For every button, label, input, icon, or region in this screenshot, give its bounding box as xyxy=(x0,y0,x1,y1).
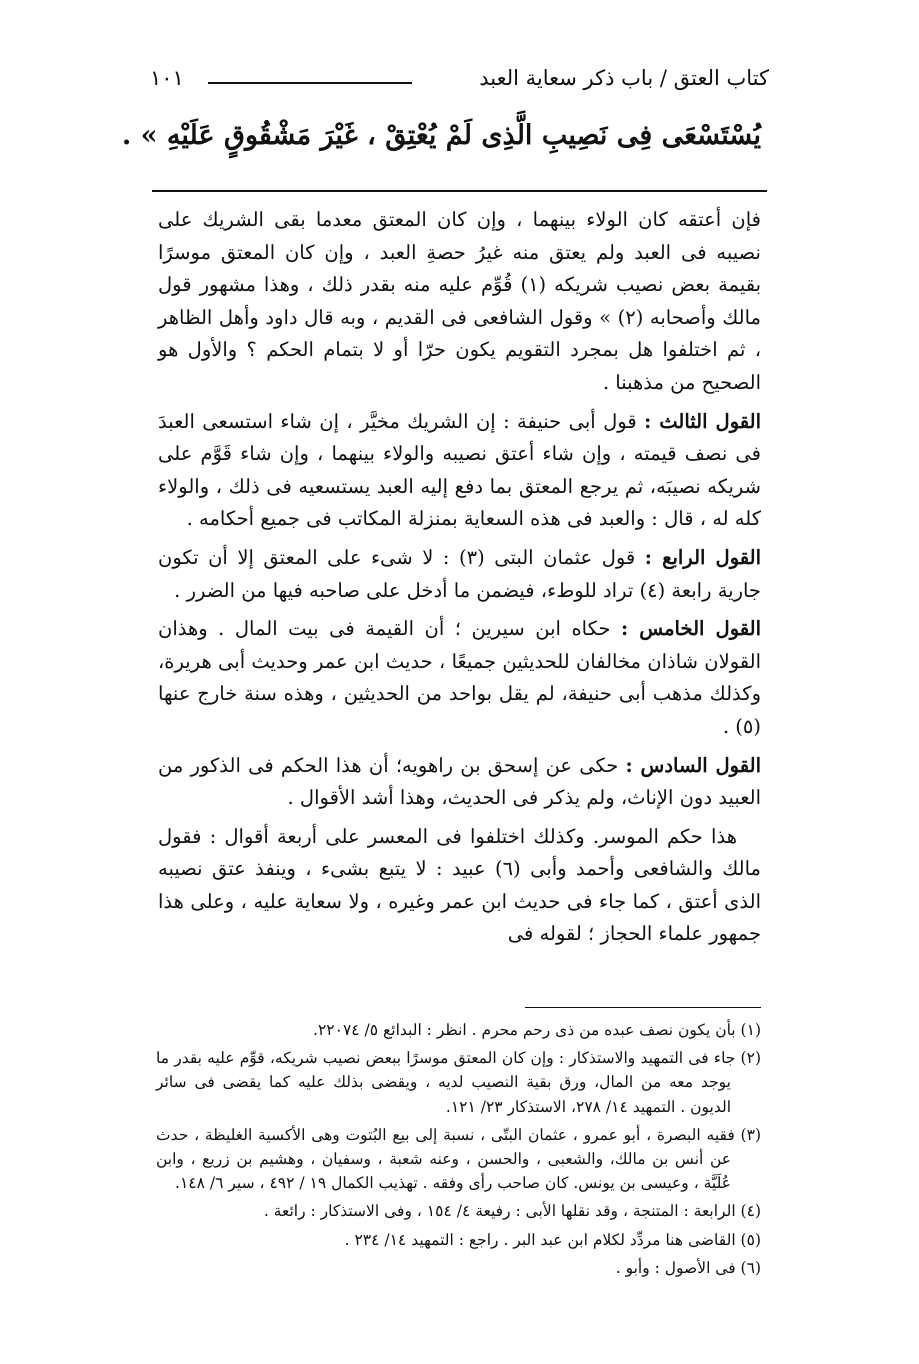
footnote-separator xyxy=(525,1007,761,1008)
paragraph xyxy=(158,406,761,536)
running-head: كتاب العتق / باب ذكر سعاية العبد xyxy=(479,66,769,90)
hadith-quote: يُسْتَسْعَى فِى نَصِيبِ الَّذِى لَمْ يُعْتِقْ ، غَيْرَ مَشْقُوقٍ عَلَيْهِ » . xyxy=(121,120,761,151)
footnote: (٥) القاضى هنا مردِّد لكلام ابن عبد البر . راجع : التمهيد ١٤/ ٢٣٤ . xyxy=(344,1230,761,1249)
paragraph xyxy=(158,204,761,400)
paragraph xyxy=(158,613,761,743)
header-rule xyxy=(208,82,412,84)
paragraph xyxy=(158,750,761,815)
paragraph-text: قول أبى حنيفة : إن الشريك مخيَّر ، إن شاء استسعى العبدَ فى نصف قيمته ، وإن شاء أعتق نصيبه والولاء بينهما ، وإن شاء قَوَّم على شريكه نصيبَه، ثم يرجع المعتق بما دفع إليه العبد يستسعيه فى ذلك ، والولاء كله له ، قال : والعبد فى هذه السعاية بمنزلة المكاتب فى جميع أحكامه . xyxy=(158,409,761,531)
page-number: ١٠١ xyxy=(150,66,184,90)
section-term: القول السادس : xyxy=(625,753,761,777)
footnote: (٣) فقيه البصرة ، أبو عمرو ، عثمان البتّى ، نسبة إلى بيع البُتوت وهى الأكسية الغليظة ، حدث عن أنس بن مالك، والشعبى ، والحسن ، وعنه شعبة ، وسفيان ، وهشيم بن زريع ، وابن عُلَيَّة ، وعيسى بن يونس. كان صاحب رأى وفقه . تهذيب الكمال ١٩ / ٤٩٢ ، سير ٦/ ١٤٨. xyxy=(156,1125,761,1193)
main-text xyxy=(158,204,761,957)
section-term: القول الخامس : xyxy=(620,617,762,641)
footnotes xyxy=(156,1018,761,1284)
footnote: (٤) الرابعة : المتنجة ، وقد نقلها الأبى : رفيعة ٤/ ١٥٤ ، وفى الاستذكار : رائعة . xyxy=(263,1202,761,1221)
paragraph-text: حكاه ابن سيرين ؛ أن القيمة فى بيت المال . وهذان القولان شاذان مخالفان للحديثين جميعًا ، حديث ابن عمر وحديث أبى هريرة، وكذلك مذهب أبى حنيفة، لم يقل بواحد من الحديثين ، وهذه سنة خارج عنها (٥) . xyxy=(158,617,761,738)
section-term: القول الرابع : xyxy=(644,545,762,569)
paragraph-text: هذا حكم الموسر. وكذلك اختلفوا فى المعسر على أربعة أقوال : فقول مالك والشافعى وأحمد وأبى (٦) عبيد : لا يتبع بشىء ، وينفذ عتق نصيبه الذى أعتق ، كما جاء فى حديث ابن عمر وغيره ، ولا سعاية عليه ، وعلى هذا جمهور علماء الحجاز ؛ لقوله فى xyxy=(158,824,761,946)
top-divider xyxy=(152,190,767,192)
footnote: (٢) جاء فى التمهيد والاستذكار : وإن كان المعتق موسرًا ببعض نصيب شريكه، قوِّم عليه بقدر ما يوجد معه من المال، ورق بقية النصيب لديه ، ويقضى بذلك عليه كما يقضى فى سائر الديون . التمهيد ١٤/ ٢٧٨، الاستذكار ٢٣/ ١٢١. xyxy=(156,1049,761,1116)
footnote: (١) بأن يكون نصف عبده من ذى رحم محرم . انظر : البدائع ٥/ ٢٢٠٧٤. xyxy=(313,1021,761,1039)
page-header xyxy=(150,60,769,100)
paragraph-text: فإن أعتقه كان الولاء بينهما ، وإن كان المعتق معدما بقى الشريك على نصيبه فى العبد ولم يعتق منه غيرُ حصةِ العبد ، وإن كان المعتق موسرًا بقيمة بعض نصيب شريكه (١) قُوِّم عليه منه بقدر ذلك ، وهذا مشهور قول مالك وأصحابه (٢) » وقول الشافعى فى القديم ، وبه قال داود وأهل الظاهر ، ثم اختلفوا هل بمجرد التقويم يكون حرّا أو لا بتمام الحكم ؟ والأول هو الصحيح من مذهبنا . xyxy=(158,208,762,394)
section-term: القول الثالث : xyxy=(644,409,762,433)
footnote: (٦) فى الأصول : وأبو . xyxy=(615,1258,761,1277)
paragraph-text: قول عثمان البتى (٣) : لا شىء على المعتق إلا أن تكون جارية رابعة (٤) تراد للوطء، فيضمن ما أدخل على صاحبه فيها من الضرر . xyxy=(158,545,761,602)
paragraph-text: حكى عن إسحق بن راهويه؛ أن هذا الحكم فى الذكور من العبيد دون الإناث، ولم يذكر فى الحديث، وهذا أشد الأقوال . xyxy=(158,753,761,810)
paragraph xyxy=(158,542,761,607)
paragraph xyxy=(158,821,761,951)
